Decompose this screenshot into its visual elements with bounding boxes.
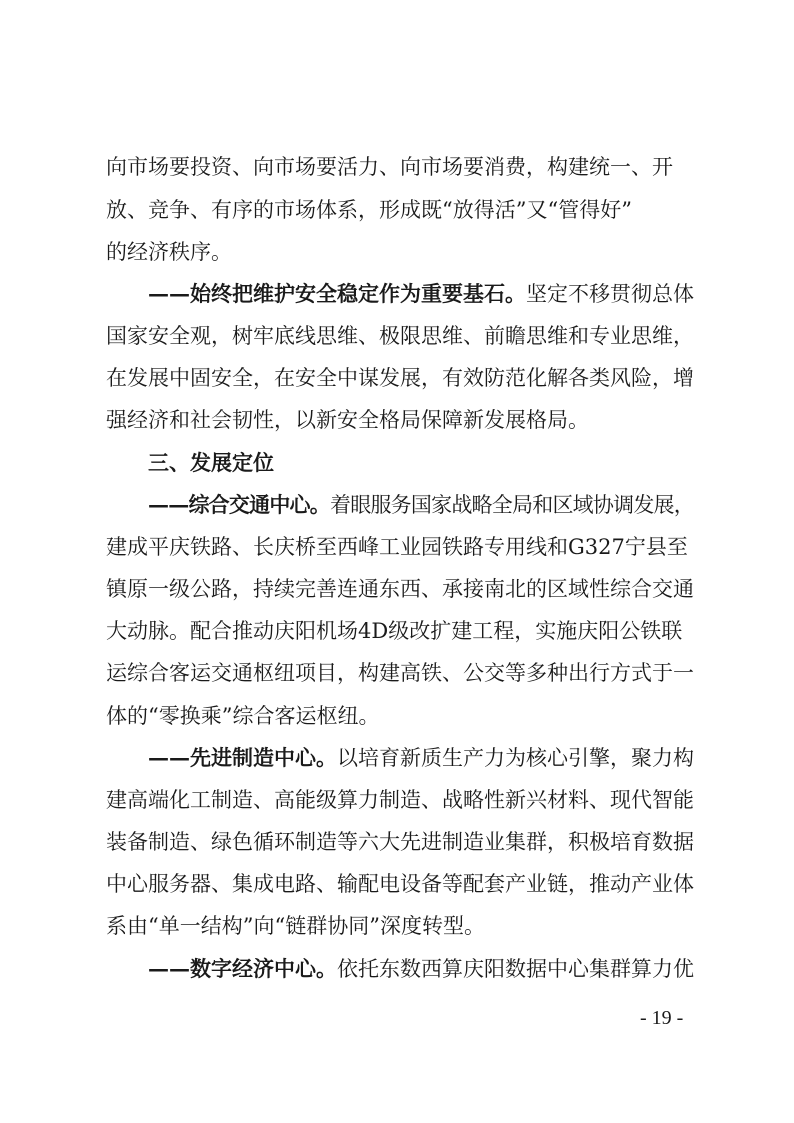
positioning-heading: ——综合交通中心。 [148, 492, 330, 517]
body-text: 在发展中固安全，在安全中谋发展，有效防范化解各类风险，增 [106, 366, 694, 390]
body-text: 体的“零换乘”综合客运枢纽。 [106, 704, 380, 728]
body-text: 国家安全观，树牢底线思维、极限思维、前瞻思维和专业思维， [106, 324, 694, 348]
page-number: - 19 - [640, 1007, 684, 1029]
paragraph-line [0, 232, 794, 272]
paragraph-line [0, 358, 794, 398]
body-text: 中心服务器、集成电路、输配电设备等配套产业链，推动产业体 [106, 872, 694, 896]
paragraph-line [0, 906, 794, 946]
body-text: 向市场要投资、向市场要活力、向市场要消费，构建统一、开 [106, 155, 673, 179]
paragraph-line [0, 780, 794, 820]
body-text: 以培育新质生产力为核心引擎，聚力构 [337, 746, 694, 770]
paragraph-line [0, 738, 794, 778]
paragraph-line [0, 569, 794, 609]
paragraph-line [0, 274, 794, 314]
body-text: 依托东数西算庆阳数据中心集群算力优 [337, 957, 694, 981]
positioning-heading: ——数字经济中心。 [148, 956, 337, 981]
positioning-heading: ——先进制造中心。 [148, 745, 337, 770]
body-text: 建高端化工制造、高能级算力制造、战略性新兴材料、现代智能 [106, 788, 694, 812]
body-text: 建成平庆铁路、长庆桥至西峰工业园铁路专用线和G327宁县至 [106, 535, 688, 559]
body-text: 强经济和社会韧性，以新安全格局保障新发展格局。 [106, 408, 589, 432]
section-heading: 三、发展定位 [148, 450, 274, 475]
body-text: 放、竞争、有序的市场体系，形成既“放得活”又“管得好” [106, 198, 632, 222]
body-text: 镇原一级公路，持续完善连通东西、承接南北的区域性综合交通 [106, 577, 694, 601]
body-text: 运综合客运交通枢纽项目，构建高铁、公交等多种出行方式于一 [106, 661, 694, 685]
paragraph-line [0, 485, 794, 525]
paragraph-line [0, 611, 794, 651]
paragraph-line [0, 527, 794, 567]
body-text: 装备制造、绿色循环制造等六大先进制造业集群，积极培育数据 [106, 830, 694, 854]
body-text: 系由“单一结构”向“链群协同”深度转型。 [106, 914, 485, 938]
body-text: 坚定不移贯彻总体 [526, 282, 694, 306]
body-text: 的经济秩序。 [106, 240, 232, 264]
paragraph-line [0, 316, 794, 356]
paragraph-line [0, 864, 794, 904]
body-text: 着眼服务国家战略全局和区域协调发展， [330, 493, 694, 517]
paragraph-line [0, 696, 794, 736]
paragraph-line [0, 443, 794, 483]
paragraph-line [0, 147, 794, 187]
paragraph-line [0, 949, 794, 989]
principle-heading: ——始终把维护安全稳定作为重要基石。 [148, 281, 526, 306]
paragraph-line [0, 190, 794, 230]
paragraph-line [0, 653, 794, 693]
paragraph-line [0, 822, 794, 862]
paragraph-line [0, 400, 794, 440]
body-text: 大动脉。配合推动庆阳机场4D级改扩建工程，实施庆阳公铁联 [106, 619, 683, 643]
